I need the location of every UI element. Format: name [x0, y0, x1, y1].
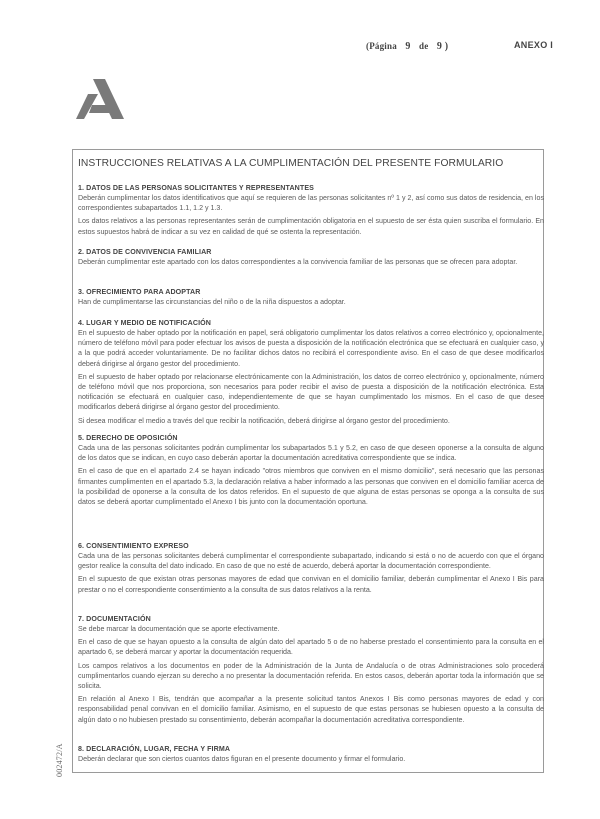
section-paragraph: Los campos relativos a los documentos en poder de la Administración de la Junta de Andalucía o de otras Administraciones solo procederá cumplimentarlos cuando ejerzan su derecho a no presentar la documentación referida. En estos casos, deberán aportar toda la información que se solicita. — [78, 661, 544, 691]
section-opposition-right — [78, 433, 544, 510]
section-paragraph: Se debe marcar la documentación que se aporte efectivamente. — [78, 625, 280, 633]
document-code: 002472/A — [55, 743, 64, 777]
section-paragraph: Si desea modificar el medio a través del que recibir la notificación, deberá dirigirse al órgano gestor del procedimiento. — [78, 416, 450, 425]
section-paragraph: En el caso de que se hayan opuesto a la consulta de algún dato del apartado 5 o de no haberse prestado el consentimiento para la consulta en el apartado 6, se deberá marcar y aportar la documentación requerida. — [78, 638, 544, 657]
section-documentation — [78, 614, 544, 728]
section-heading: 8. DECLARACIÓN, LUGAR, FECHA Y FIRMA — [78, 745, 231, 753]
section-paragraph: En el supuesto de haber optado por relacionarse electrónicamente con la Administración, los datos de correo electrónico y, opcionalmente, número de teléfono móvil que nos proporciona, son necesarios para poder recibir el aviso de puesta a disposición de la notificación electrónica. Esta notificación se efectuará en cualquier caso, independientemente de que se hayan cumplimentado los mismos. En el caso de que desee modificarlos deberá dirigirse al órgano gestor del procedimiento. — [78, 372, 544, 412]
junta-andalucia-logo-icon — [76, 79, 124, 119]
section-paragraph: En el caso de que en el apartado 2.4 se hayan indicado "otros miembros que conviven en el mismo domicilio", será necesario que las personas firmantes cumplimenten en el apartado 5.3, la declaración relativa a haber informado a las personas que conviven en el domicilio familiar acerca de la posibilidad de oponerse a la consulta de los datos referidos. En el supuesto de que alguna de estas personas se oponga a la consulta de sus datos se deberá aportar cumplimentado el Anexo I bis junto con la documentación oportuna. — [78, 467, 544, 507]
section-heading: 7. DOCUMENTACIÓN — [78, 615, 151, 623]
section-paragraph: Cada una de las personas solicitantes deberá cumplimentar el correspondiente subapartado, indicando si está o no de acuerdo con que el órgano gestor realice la consulta del dato indicado. En caso de que no esté de acuerdo, deberá aportar la documentación correspondiente. — [78, 552, 544, 571]
section-declaration-signature — [78, 744, 544, 767]
section-paragraph: Deberán declarar que son ciertos cuantos datos figuran en el presente documento y firmar el formulario. — [78, 755, 406, 763]
annex-label: ANEXO I — [514, 40, 554, 50]
page-total: 9 ) — [436, 41, 449, 52]
section-paragraph: En el supuesto de haber optado por la notificación en papel, será obligatorio cumplimentar los datos relativos a correo electrónico y, opcionalmente, número de teléfono móvil para poder efectuar los avisos de puesta a disposición de la notificación electrónica que se efectuará en cualquier caso, y a la que podrá acceder voluntariamente. De no facilitar dichos datos no recibirá el correspondiente aviso. En el caso de que desee modificarlos deberá dirigirse al órgano gestor del procedimiento. — [78, 329, 544, 368]
form-title: INSTRUCCIONES RELATIVAS A LA CUMPLIMENTACIÓN DEL PRESENTE FORMULARIO — [78, 158, 504, 169]
page-current: 9 — [405, 41, 411, 52]
section-paragraph: Deberán cumplimentar este apartado con los datos correspondientes a la convivencia familiar de las personas que se ofrecen para adoptar. — [78, 258, 518, 266]
section-heading: 4. LUGAR Y MEDIO DE NOTIFICACIÓN — [78, 319, 211, 327]
section-express-consent — [78, 541, 544, 598]
section-paragraph: Han de cumplimentarse las circunstancias del niño o de la niña dispuestos a adoptar. — [78, 298, 346, 306]
page-label: (Página — [366, 41, 397, 51]
section-paragraph: Los datos relativos a las personas representantes serán de cumplimentación obligatoria en el supuesto de ser ésta quien suscriba el formulario. En estos supuestos habrá de indicar a su vez en calidad de qué se ostenta la representación. — [78, 217, 544, 236]
section-heading: 2. DATOS DE CONVIVENCIA FAMILIAR — [78, 248, 212, 256]
section-family-cohabitation — [78, 247, 544, 270]
page-of: de — [419, 41, 429, 51]
page-indicator — [366, 41, 454, 52]
section-heading: 3. OFRECIMIENTO PARA ADOPTAR — [78, 288, 201, 296]
section-applicants — [78, 183, 544, 240]
section-heading: 5. DERECHO DE OPOSICIÓN — [78, 434, 178, 442]
section-paragraph: En el supuesto de que existan otras personas mayores de edad que convivan en el domicilio familiar, deberán cumplimentar el Anexo I Bis para prestar o no el correspondiente consentimiento a la consulta de sus datos relativos a la renta. — [78, 575, 544, 594]
section-notification — [78, 318, 544, 429]
section-paragraph: Deberán cumplimentar los datos identificativos que aquí se requieren de las personas solicitantes nº 1 y 2, así como sus datos de residencia, en los correspondientes subapartados 1.1, 1.2 y 1.3. — [78, 194, 544, 213]
section-heading: 1. DATOS DE LAS PERSONAS SOLICITANTES Y REPRESENTANTES — [78, 184, 314, 192]
section-paragraph: En relación al Anexo I Bis, tendrán que acompañar a la presente solicitud tantos Anexos I Bis como personas mayores de edad y con responsabilidad penal convivan en el domicilio familiar. Asimismo, en el supuesto de que estas personas se hubiesen opuesto a la consulta de algún dato o no hubiesen prestado su consentimiento, deberán acompañar la documentación acreditativa correspondiente. — [78, 695, 544, 724]
section-paragraph: Cada una de las personas solicitantes podrán cumplimentar los subapartados 5.1 y 5.2, en caso de que deseen oponerse a la consulta de alguno de los datos que se indican, en cuyo caso deberán aportar la documentación acreditativa correspondiente que se indica. — [78, 444, 544, 463]
section-heading: 6. CONSENTIMIENTO EXPRESO — [78, 542, 189, 550]
section-adoption-offer — [78, 287, 544, 310]
